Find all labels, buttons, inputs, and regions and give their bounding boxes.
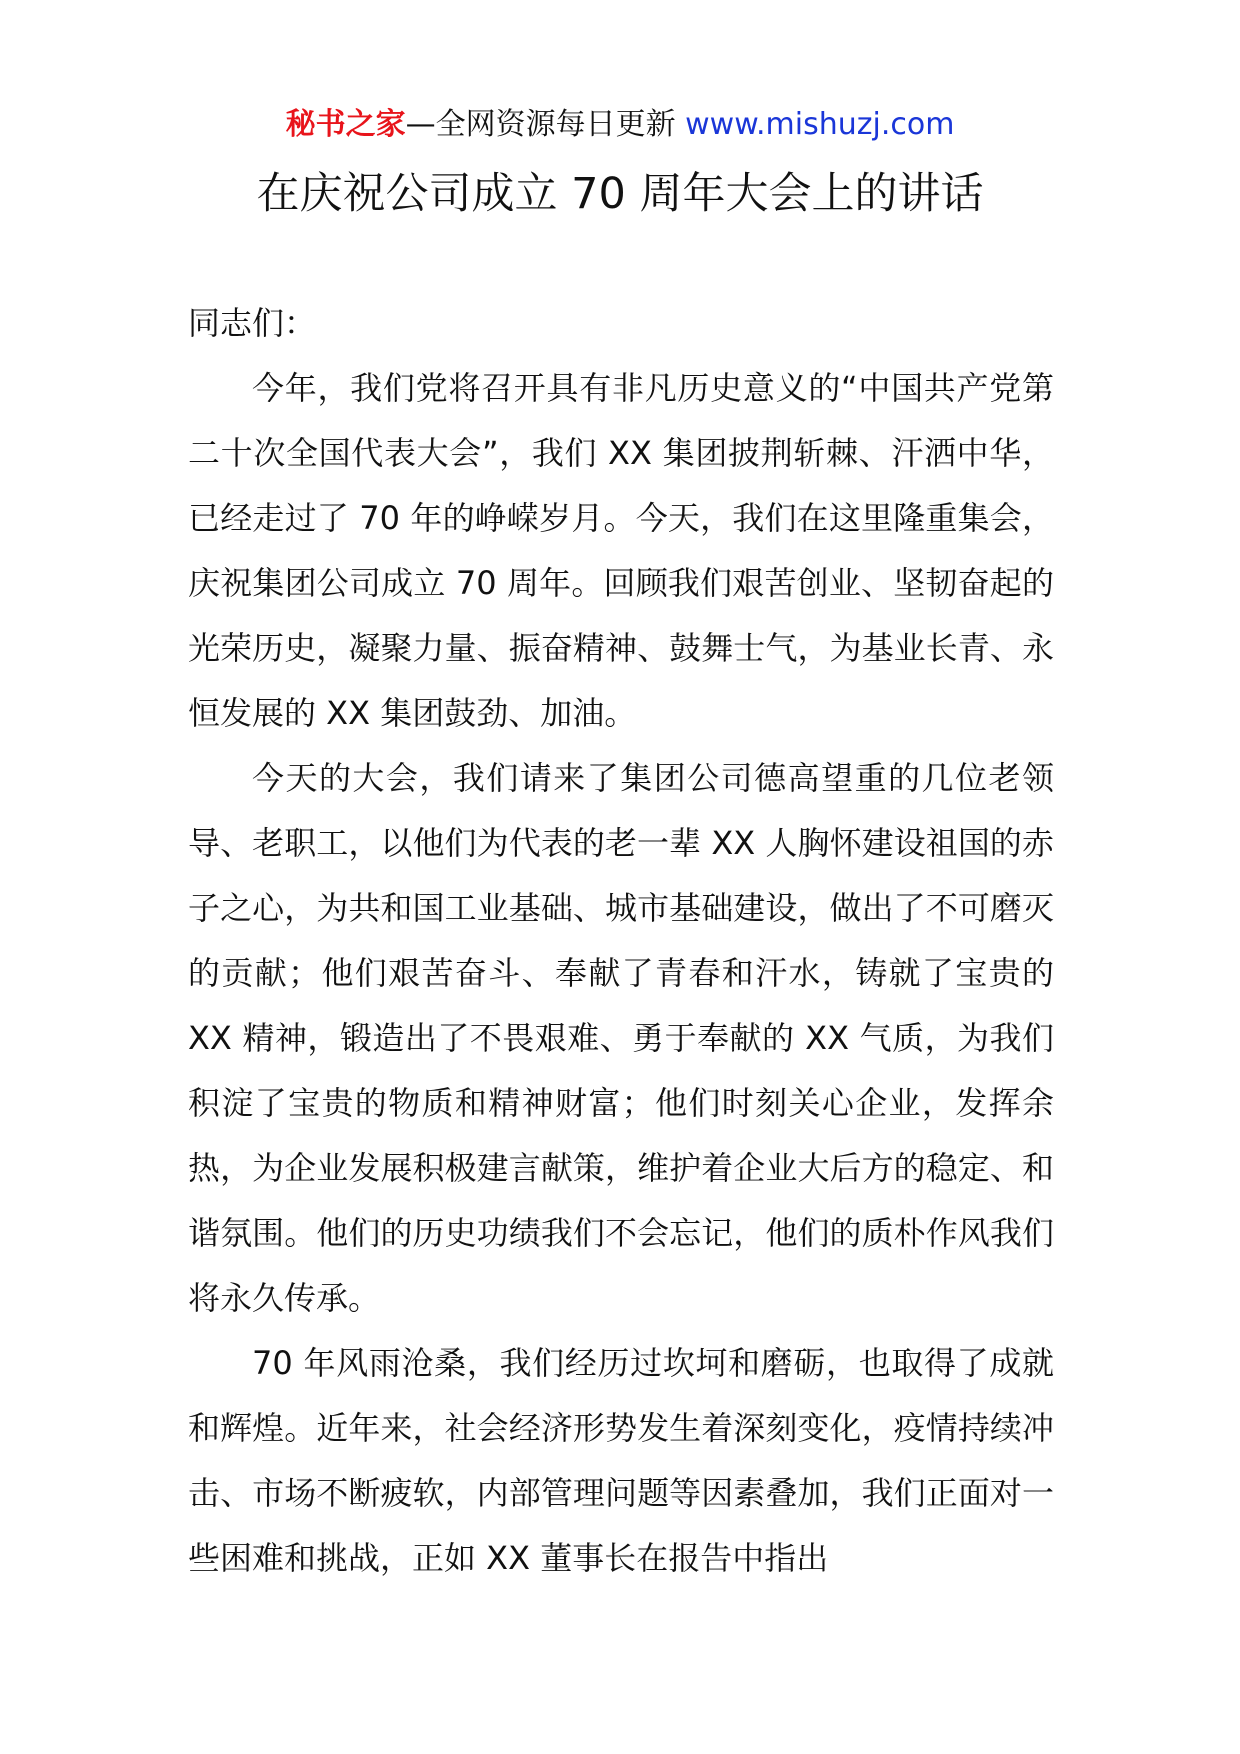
site-header — [0, 103, 1240, 147]
document-body — [188, 291, 1054, 1591]
greeting: 同志们： — [188, 304, 317, 342]
site-tagline: —全网资源每日更新 — [405, 107, 676, 142]
site-url-link[interactable]: www.mishuzj.com — [685, 107, 955, 142]
paragraph-2: 今天的大会，我们请来了集团公司德高望重的几位老领导、老职工，以他们为代表的老一辈 XX 人胸怀建设祖国的赤子之心，为共和国工业基础、城市基础建设，做出了不可磨灭的贡献；他们艰苦奋斗、奉献了青春和汗水，铸就了宝贵的 XX 精神，锻造出了不畏艰难、勇于奉献的 XX 气质，为我们积淀了宝贵的物质和精神财富；他们时刻关心企业，发挥余热，为企业发展积极建言献策，维护着企业大后方的稳定、和谐氛围。他们的历史功绩我们不会忘记，他们的质朴作风我们将永久传承。 — [188, 759, 1054, 1317]
site-brand: 秘书之家 — [285, 107, 406, 142]
paragraph-3: 70 年风雨沧桑，我们经历过坎坷和磨砺，也取得了成就和辉煌。近年来，社会经济形势发生着深刻变化，疫情持续冲击、市场不断疲软，内部管理问题等因素叠加，我们正面对一些困难和挑战，正如 XX 董事长在报告中指出 — [188, 1344, 1054, 1577]
paragraph-1: 今年，我们党将召开具有非凡历史意义的“中国共产党第二十次全国代表大会”，我们 XX 集团披荆斩棘、汗洒中华，已经走过了 70 年的峥嵘岁月。今天，我们在这里隆重集会，庆祝集团公司成立 70 周年。回顾我们艰苦创业、坚韧奋起的光荣历史，凝聚力量、振奋精神、鼓舞士气，为基业长青、永恒发展的 XX 集团鼓劲、加油。 — [188, 369, 1054, 732]
document-title: 在庆祝公司成立 70 周年大会上的讲话 — [256, 169, 984, 219]
